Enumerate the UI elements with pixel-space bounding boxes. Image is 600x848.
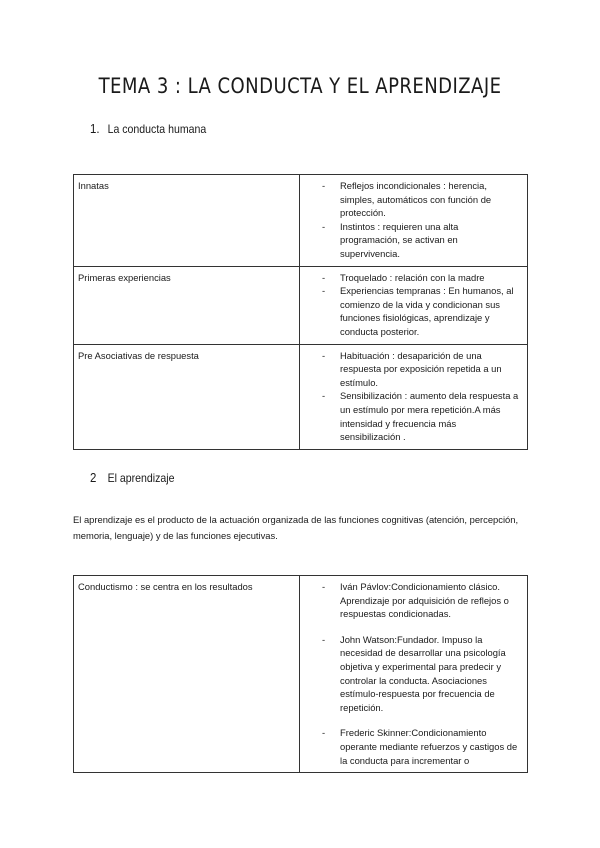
table-row — [74, 175, 528, 267]
list-item: - John Watson:Fundador. Impuso la necesidad de desarrollar una psicología objetiva y experimental para predecir y controlar la conducta. Asociaciones estímulo-respuesta por frecuencia de repetición. — [322, 633, 519, 715]
list-item: - Habituación : desaparición de una respuesta por exposición repetida a un estímulo. — [322, 349, 519, 390]
list-item: - Troquelado : relación con la madre — [322, 271, 519, 285]
section-heading-1 — [90, 121, 206, 136]
row-content — [300, 344, 528, 449]
intro-paragraph: El aprendizaje es el producto de la actuación organizada de las funciones cognitivas (atención, percepción, memoria, lenguaje) y de las funciones ejecutivas. — [73, 514, 519, 541]
row-label: Primeras experiencias — [74, 266, 300, 344]
list-item: - Iván Pávlov:Condicionamiento clásico. Aprendizaje por adquisición de reflejos o respuestas condicionadas. — [322, 580, 519, 621]
list-item: - Instintos : requieren una alta programación, se activan en supervivencia. — [322, 220, 519, 261]
learning-table — [73, 575, 528, 773]
row-content — [300, 175, 528, 267]
table-row — [74, 576, 528, 773]
section-label: La conducta humana — [107, 122, 207, 136]
row-label: Conductismo : se centra en los resultados — [74, 576, 300, 773]
section-number: 1. — [90, 121, 100, 136]
list-item: - Reflejos incondicionales : herencia, simples, automáticos con función de protección. — [322, 179, 519, 220]
row-label: Pre Asociativas de respuesta — [74, 344, 300, 449]
list-item: - Experiencias tempranas : En humanos, al comienzo de la vida y condicionan sus funciones fisiológicas, aprendizaje y conducta posterior. — [322, 284, 519, 338]
page-title: TEMA 3 : LA CONDUCTA Y EL APRENDIZAJE — [98, 74, 502, 98]
row-label: Innatas — [74, 175, 300, 267]
list-item: - Frederic Skinner:Condicionamiento operante mediante refuerzos y castigos de la conducta para incrementar o — [322, 726, 519, 767]
table-row — [74, 344, 528, 449]
row-content — [300, 266, 528, 344]
list-item: - Sensibilización : aumento dela respuesta a un estímulo por mera repetición.A más intensidad y frecuencia más sensibilización . — [322, 389, 519, 443]
row-content — [300, 576, 528, 773]
section-number: 2 — [90, 470, 97, 485]
section-label: El aprendizaje — [107, 471, 175, 485]
table-row — [74, 266, 528, 344]
conduct-table — [73, 174, 528, 450]
section-heading-2 — [90, 470, 175, 485]
